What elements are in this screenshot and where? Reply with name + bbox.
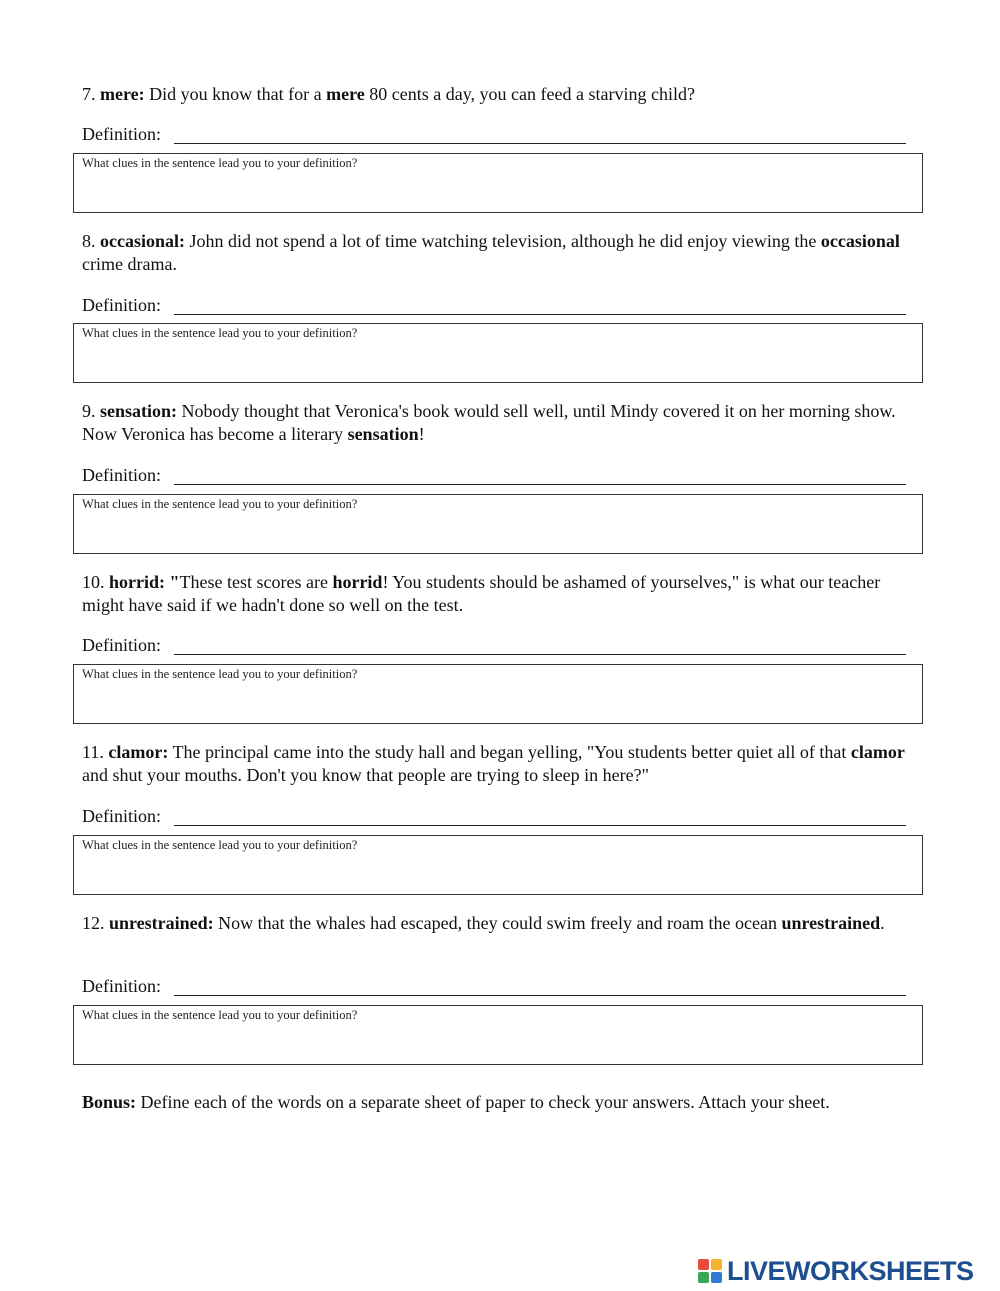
vocab-word: unrestrained:	[109, 913, 214, 933]
definition-input-line[interactable]	[174, 143, 906, 144]
definition-input-line[interactable]	[174, 314, 906, 315]
vocab-word: sensation:	[100, 401, 178, 421]
question-10	[82, 571, 912, 617]
sentence-part: !	[418, 424, 425, 444]
clue-prompt: What clues in the sentence lead you to your definition?	[82, 1008, 358, 1022]
sentence-part: Nobody thought that Veronica's book would sell well, until Mindy covered it on her morning show. Now Veronica has become a literary	[82, 401, 896, 444]
question-number: 10.	[82, 572, 105, 592]
sentence-part: Did you know that for a	[144, 84, 327, 104]
sentence-part: John did not spend a lot of time watching television, although he did enjoy viewing the	[185, 231, 821, 251]
question-11	[82, 741, 912, 787]
definition-input-line[interactable]	[174, 484, 906, 485]
sentence-part: Now that the whales had escaped, they could swim freely and roam the ocean	[213, 913, 782, 933]
sentence-part-bold: horrid	[332, 572, 383, 592]
clue-answer-box[interactable]	[73, 664, 923, 724]
question-number: 12.	[82, 913, 105, 933]
question-12	[82, 912, 912, 935]
sentence-part: 80 cents a day, you can feed a starving child?	[364, 84, 695, 104]
bonus-instruction	[82, 1091, 830, 1114]
clue-answer-box[interactable]	[73, 153, 923, 213]
sentence-part-bold: mere	[326, 84, 365, 104]
definition-label: Definition:	[82, 976, 161, 996]
logo-text: LIVEWORKSHEETS	[727, 1255, 974, 1286]
sentence-part-bold: clamor	[850, 742, 905, 762]
sentence-part-bold: occasional	[820, 231, 900, 251]
clue-prompt: What clues in the sentence lead you to your definition?	[82, 667, 358, 681]
clue-answer-box[interactable]	[73, 1005, 923, 1065]
clue-answer-box[interactable]	[73, 494, 923, 554]
question-number: 9.	[82, 401, 96, 421]
vocab-word: horrid: "	[109, 572, 180, 592]
sentence-part-bold: sensation	[347, 424, 419, 444]
sentence-part-bold: unrestrained	[781, 913, 881, 933]
question-9	[82, 400, 912, 446]
sentence-part: These test scores are	[179, 572, 333, 592]
question-number: 7.	[82, 84, 96, 104]
definition-label: Definition:	[82, 124, 161, 144]
sentence-part: The principal came into the study hall and began yelling, "You students better quiet all of that	[168, 742, 851, 762]
vocab-word: mere:	[100, 84, 145, 104]
clue-answer-box[interactable]	[73, 323, 923, 383]
logo-cubes-icon	[698, 1259, 722, 1283]
sentence-part: ! You students should be ashamed of yourselves," is what our teacher might have said if we hadn't done so well on the test.	[82, 572, 881, 615]
clue-prompt: What clues in the sentence lead you to your definition?	[82, 326, 358, 340]
definition-input-line[interactable]	[174, 995, 906, 996]
clue-answer-box[interactable]	[73, 835, 923, 895]
definition-input-line[interactable]	[174, 654, 906, 655]
question-number: 11.	[82, 742, 104, 762]
sentence-part: .	[880, 913, 885, 933]
logo-cube	[698, 1272, 709, 1283]
clue-prompt: What clues in the sentence lead you to your definition?	[82, 497, 358, 511]
liveworksheets-logo	[698, 1257, 974, 1285]
vocab-word: clamor:	[108, 742, 169, 762]
bonus-label: Bonus:	[82, 1092, 137, 1112]
vocab-word: occasional:	[100, 231, 185, 251]
clue-prompt: What clues in the sentence lead you to your definition?	[82, 838, 358, 852]
definition-label: Definition:	[82, 635, 161, 655]
logo-cube	[711, 1259, 722, 1270]
sentence-part: and shut your mouths. Don't you know that people are trying to sleep in here?"	[82, 765, 649, 785]
bonus-text: Define each of the words on a separate sheet of paper to check your answers. Attach your sheet.	[136, 1092, 830, 1112]
logo-cube	[698, 1259, 709, 1270]
question-number: 8.	[82, 231, 96, 251]
definition-label: Definition:	[82, 295, 161, 315]
question-7	[82, 83, 912, 106]
question-8	[82, 230, 912, 276]
sentence-part: crime drama.	[82, 254, 177, 274]
definition-input-line[interactable]	[174, 825, 906, 826]
clue-prompt: What clues in the sentence lead you to your definition?	[82, 156, 358, 170]
definition-label: Definition:	[82, 806, 161, 826]
definition-label: Definition:	[82, 465, 161, 485]
logo-cube	[711, 1272, 722, 1283]
